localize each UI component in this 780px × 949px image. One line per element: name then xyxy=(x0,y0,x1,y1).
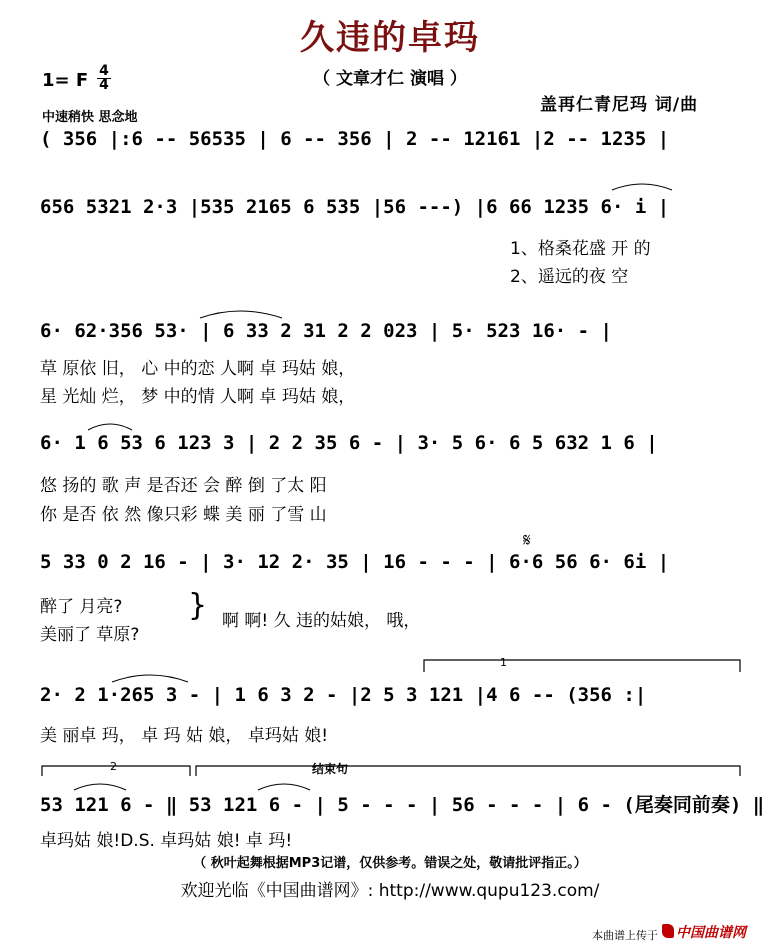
time-sig-bottom: 4 xyxy=(97,78,111,92)
key-signature: 1= F xyxy=(42,70,89,91)
slur-row7-a xyxy=(74,784,126,790)
logo-icon xyxy=(662,924,674,938)
slur-row4-a xyxy=(88,424,132,430)
lyric-row-4-verse-2: 你 是否 依 然 像只彩 蝶 美 丽 了雪 山 xyxy=(40,505,327,525)
slur-row7-b xyxy=(258,784,310,790)
notation-row-7: 53 121 6 - ‖ 53 121 6 - | 5 - - - | 56 - - - | 6 - (尾奏同前奏) ‖ xyxy=(40,794,765,816)
volta-1-label: 1 xyxy=(500,656,507,669)
lyric-row-3-verse-1: 草 原依 旧， 心 中的恋 人啊 卓 玛姑 娘， xyxy=(40,359,356,379)
lyric-row-5-verse-1: 醉了 月亮? xyxy=(40,597,123,617)
slur-row6-a xyxy=(112,675,188,682)
performer: （ 文章才仁 演唱 ） xyxy=(313,69,467,89)
song-title: 久违的卓玛 xyxy=(300,18,480,58)
brace-symbol: } xyxy=(188,588,208,623)
lyricist-composer: 盖再仁青尼玛 词/曲 xyxy=(540,95,699,115)
lyric-row-6: 美 丽卓 玛， 卓 玛 姑 娘， 卓玛姑 娘! xyxy=(40,726,329,746)
notation-row-6: 2· 2 1·265 3 - | 1 6 3 2 - |2 5 3 121 |4 6 -- (356 :| xyxy=(40,684,647,706)
notation-row-2: 656 5321 2·3 |535 2165 6 535 |56 ---) |6 66 1235 6· i | xyxy=(40,196,670,218)
volta-2-label: 2 xyxy=(110,760,117,773)
lyric-row-5-shared: 啊 啊! 久 违的姑娘， 哦， xyxy=(222,611,421,631)
transcription-note: （ 秋叶起舞根据MP3记谱，仅供参考。错误之处，敬请批评指正。） xyxy=(193,856,587,871)
segno-sign: 𝄋 xyxy=(523,530,531,551)
lyric-row-2-verse-1: 1、格桑花盛 开 的 xyxy=(510,239,651,259)
tempo-marking: 中速稍快 思念地 xyxy=(42,110,138,125)
site-logo[interactable]: 中国曲谱网 xyxy=(676,925,746,941)
slur-row2-a xyxy=(612,184,672,190)
notation-row-1: ( 356 |:6 -- 56535 | 6 -- 356 | 2 -- 12161 |2 -- 1235 | xyxy=(40,128,670,150)
time-sig-top: 4 xyxy=(99,63,109,79)
notation-row-4: 6· 1 6 53 6 123 3 | 2 2 35 6 - | 3· 5 6· 6 5 632 1 6 | xyxy=(40,432,658,454)
lyric-row-3-verse-2: 星 光灿 烂， 梦 中的情 人啊 卓 玛姑 娘， xyxy=(40,387,356,407)
lyric-row-7: 卓玛姑 娘!D.S. 卓玛姑 娘! 卓 玛! xyxy=(40,831,293,851)
lyric-row-4-verse-1: 悠 扬的 歌 声 是否还 会 醉 倒 了太 阳 xyxy=(40,476,327,496)
lyric-row-5-verse-2: 美丽了 草原? xyxy=(40,625,140,645)
ending-bracket xyxy=(196,766,740,776)
notation-row-5: 5 33 0 2 16 - | 3· 12 2· 35 | 16 - - - | 6·6 56 6· 6i | xyxy=(40,551,670,573)
welcome-line: 欢迎光临《中国曲谱网》: http://www.qupu123.com/ xyxy=(180,881,600,901)
slur-row3-a xyxy=(200,311,282,318)
lyric-row-2-verse-2: 2、遥远的夜 空 xyxy=(510,267,629,287)
notation-row-3: 6· 62·356 53· | 6 33 2 31 2 2 023 | 5· 523 16· - | xyxy=(40,320,612,342)
volta-2-bracket xyxy=(42,766,190,776)
upload-label: 本曲谱上传于 xyxy=(592,929,658,942)
volta-1-bracket xyxy=(424,660,740,672)
ending-label: 结束句 xyxy=(312,762,349,776)
